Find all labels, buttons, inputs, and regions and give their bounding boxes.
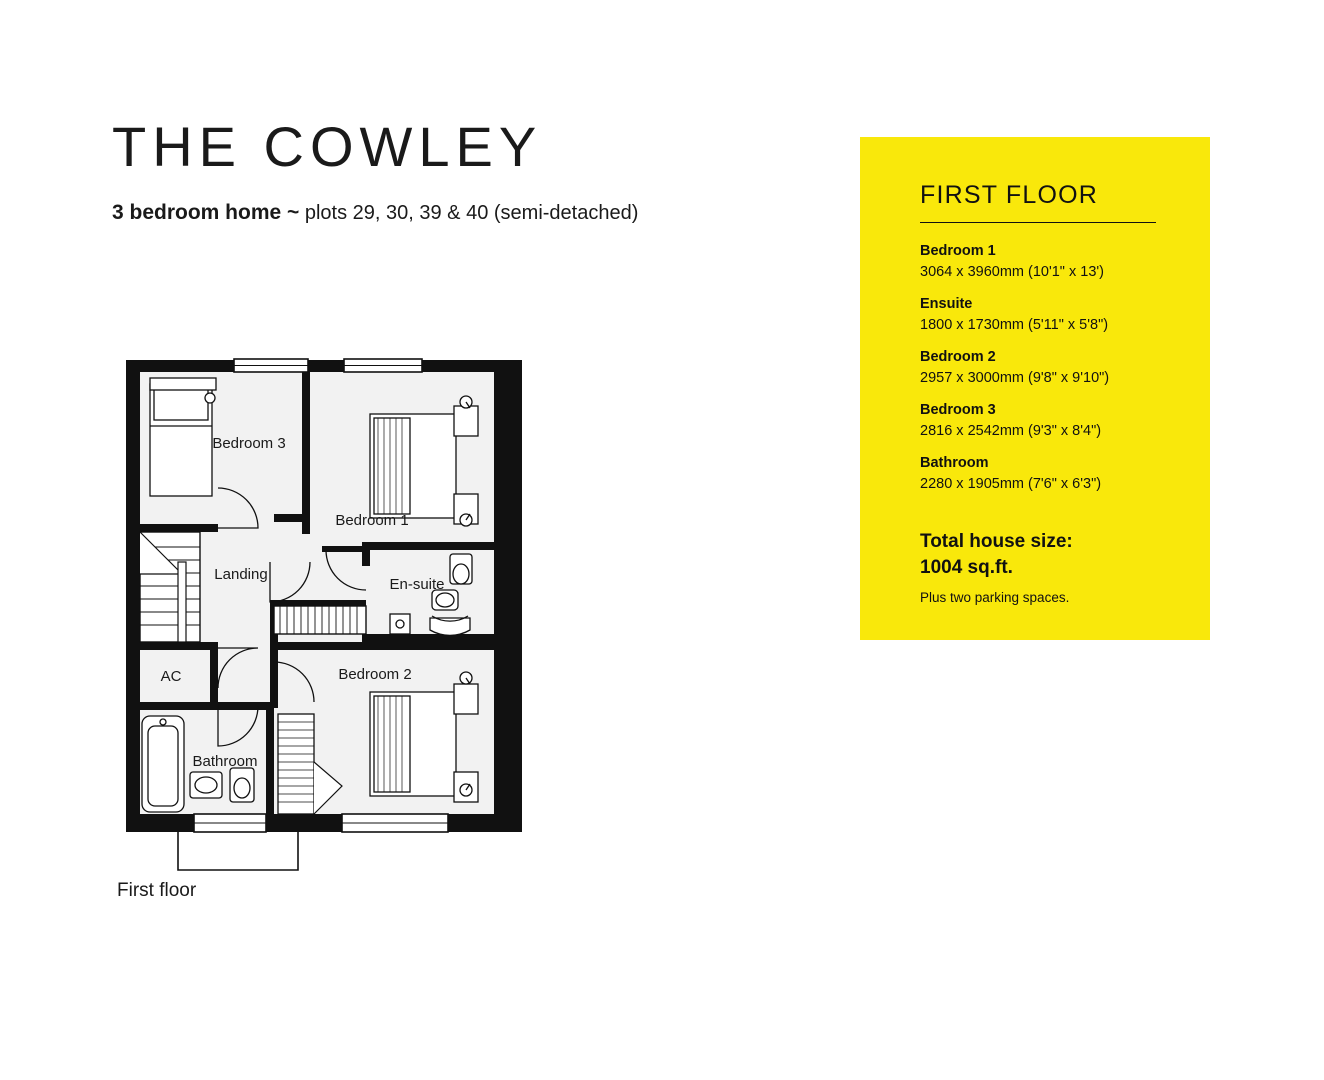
room-name: Bedroom 1: [920, 243, 996, 259]
subtitle-rest: plots 29, 30, 39 & 40 (semi-detached): [299, 201, 639, 224]
room-name: Bedroom 3: [920, 402, 996, 419]
room-label-bedroom1: Bedroom 1: [335, 512, 409, 529]
bedroom3-furniture: [150, 378, 216, 496]
room-name: Ensuite: [920, 296, 973, 313]
room-entry: [920, 347, 1172, 389]
total-house-size-label: Total house size:: [920, 531, 1073, 553]
total-house-size: [920, 529, 1172, 605]
floor-caption: First floor: [117, 880, 197, 901]
room-entry: [920, 400, 1172, 442]
room-entry: [920, 453, 1172, 495]
porch-outline: [178, 832, 298, 870]
page-title: THE COWLEY: [112, 115, 543, 178]
subtitle-strong: 3 bedroom home ~: [112, 200, 300, 224]
subtitle: [112, 199, 812, 226]
landing-rail: [274, 606, 366, 634]
room-name: Bathroom: [920, 455, 989, 472]
room-label-bathroom: Bathroom: [192, 753, 258, 770]
room-dimensions: 3064 x 3960mm (10'1" x 13'): [920, 264, 1104, 281]
room-dimensions: 2957 x 3000mm (9'8" x 9'10"): [920, 370, 1110, 387]
staircase: [140, 532, 200, 642]
room-dimensions: 2816 x 2542mm (9'3" x 8'4"): [920, 423, 1102, 440]
floorplan-diagram: [112, 352, 532, 872]
room-label-ac: AC: [160, 668, 182, 685]
first-floor-info-panel: [860, 137, 1210, 640]
room-label-bedroom3: Bedroom 3: [212, 435, 286, 452]
parking-note: Plus two parking spaces.: [920, 590, 1070, 606]
room-dimensions: 2280 x 1905mm (7'6" x 6'3"): [920, 476, 1102, 493]
title-block: [112, 115, 812, 226]
total-house-size-value: 1004 sq.ft.: [920, 556, 1013, 578]
room-label-landing: Landing: [214, 566, 268, 583]
room-dimensions: 1800 x 1730mm (5'11" x 5'8"): [920, 317, 1109, 334]
room-label-ensuite: En-suite: [389, 576, 445, 593]
room-entry: [920, 241, 1172, 283]
info-panel-title: FIRST FLOOR: [920, 181, 1099, 209]
room-label-bedroom2: Bedroom 2: [338, 666, 412, 683]
room-name: Bedroom 2: [920, 349, 996, 366]
info-panel-divider: [920, 222, 1156, 223]
room-entry: [920, 294, 1172, 336]
